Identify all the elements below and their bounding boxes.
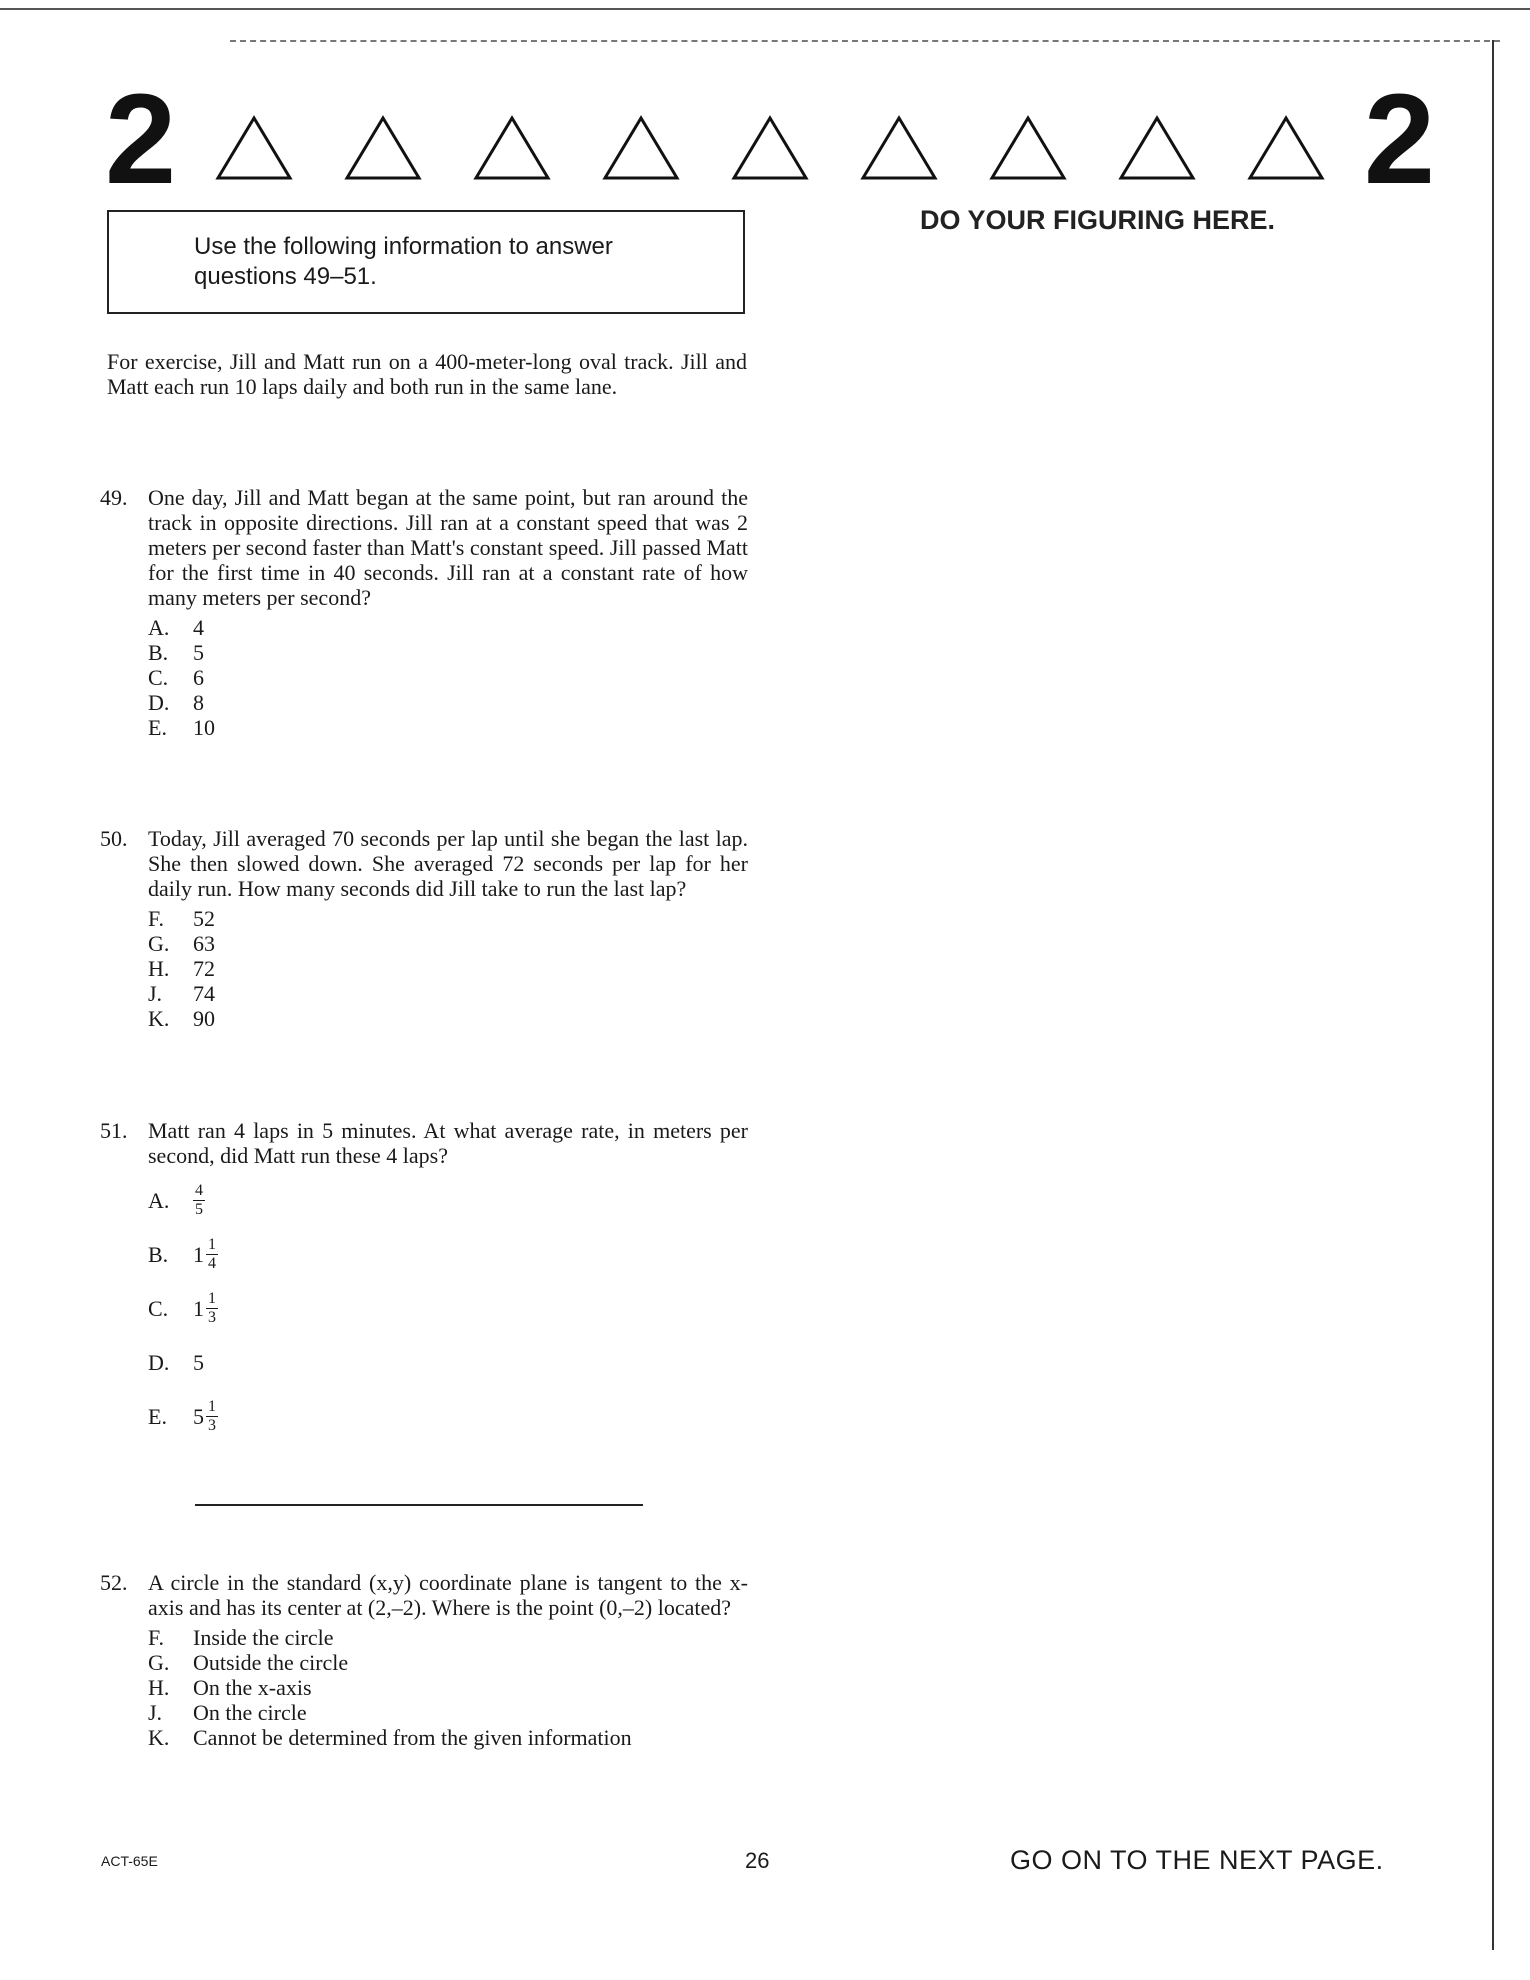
scan-line-top — [230, 40, 1500, 42]
choice-letter: E. — [148, 715, 167, 740]
fraction — [206, 1291, 218, 1326]
triangle-icon — [344, 115, 422, 181]
fraction — [206, 1237, 218, 1272]
fraction — [206, 1399, 218, 1434]
answer-choice[interactable] — [148, 906, 748, 931]
answer-choice[interactable] — [148, 1650, 748, 1675]
info-box-text: Use the following information to answer questions 49–51. — [194, 233, 613, 290]
choice-letter: F. — [148, 906, 164, 931]
choice-text: 52 — [193, 906, 215, 931]
fraction-denominator: 4 — [208, 1254, 216, 1272]
choice-letter: B. — [148, 640, 169, 665]
choice-letter: J. — [148, 1700, 163, 1725]
triangle-icon — [731, 115, 809, 181]
choice-text: On the x-axis — [193, 1675, 312, 1700]
question-number: 52. — [100, 1570, 128, 1595]
answer-choice[interactable] — [148, 690, 748, 715]
choice-letter: K. — [148, 1725, 170, 1750]
fraction — [193, 1183, 205, 1218]
answer-choice[interactable] — [148, 615, 748, 640]
choice-text: 72 — [193, 956, 215, 981]
answer-choice[interactable] — [148, 1281, 748, 1335]
whole-number: 5 — [193, 1403, 204, 1429]
answer-choice[interactable] — [148, 640, 748, 665]
form-code: ACT-65E — [101, 1853, 158, 1869]
choice-letter: G. — [148, 931, 170, 956]
section-divider — [195, 1504, 643, 1506]
answer-choices — [148, 906, 748, 1031]
fraction-denominator: 3 — [208, 1308, 216, 1326]
page-edge-top — [0, 8, 1530, 10]
choice-letter: D. — [148, 690, 170, 715]
choice-letter: B. — [148, 1241, 169, 1267]
choice-letter: H. — [148, 956, 170, 981]
question-49 — [100, 485, 748, 740]
page-number: 26 — [745, 1848, 770, 1873]
answer-choice[interactable] — [148, 1625, 748, 1650]
question-stem: Today, Jill averaged 70 seconds per lap until she began the last lap. She then slowed down. She averaged 72 seconds per lap for her daily run. How many seconds did Jill take to run the last lap? — [148, 826, 748, 901]
question-51 — [100, 1118, 748, 1443]
answer-choice[interactable] — [148, 1675, 748, 1700]
triangle-icon — [1247, 115, 1325, 181]
triangle-icon — [602, 115, 680, 181]
fraction-numerator: 1 — [208, 1289, 216, 1307]
choice-letter: H. — [148, 1675, 170, 1700]
question-stem: Matt ran 4 laps in 5 minutes. At what average rate, in meters per second, did Matt run these 4 laps? — [148, 1118, 748, 1168]
figuring-label: DO YOUR FIGURING HERE. — [920, 205, 1276, 235]
passage: For exercise, Jill and Matt run on a 400-meter-long oval track. Jill and Matt each run 10 laps daily and both run in the same lane. — [107, 349, 747, 399]
answer-choice[interactable] — [148, 1335, 748, 1389]
answer-choice[interactable] — [148, 1389, 748, 1443]
choice-letter: C. — [148, 665, 169, 690]
answer-choices — [148, 1625, 748, 1750]
choice-letter: G. — [148, 1650, 170, 1675]
choice-text: Inside the circle — [193, 1625, 334, 1650]
answer-choice[interactable] — [148, 1173, 748, 1227]
section-number-right: 2 — [1363, 68, 1435, 211]
choice-text: 4 — [193, 615, 204, 640]
choice-letter: C. — [148, 1295, 169, 1321]
choice-text: 10 — [193, 715, 215, 740]
answer-choice[interactable] — [148, 1725, 748, 1750]
triangle-icon — [989, 115, 1067, 181]
choice-text: 63 — [193, 931, 215, 956]
info-box — [107, 210, 745, 314]
answer-choice[interactable] — [148, 956, 748, 981]
choice-text: Outside the circle — [193, 1650, 349, 1675]
choice-text: 90 — [193, 1006, 215, 1031]
whole-number: 1 — [193, 1241, 204, 1267]
choice-letter: J. — [148, 981, 163, 1006]
question-50 — [100, 826, 748, 1031]
choice-letter: E. — [148, 1403, 167, 1429]
choice-text: 8 — [193, 690, 204, 715]
answer-choice[interactable] — [148, 1006, 748, 1031]
answer-choices — [148, 1173, 748, 1443]
choice-letter: D. — [148, 1349, 170, 1375]
fraction-denominator: 3 — [208, 1416, 216, 1434]
answer-choice[interactable] — [148, 715, 748, 740]
choice-text: On the circle — [193, 1700, 307, 1725]
fraction-numerator: 1 — [208, 1397, 216, 1415]
question-52 — [100, 1570, 748, 1750]
next-page-notice: GO ON TO THE NEXT PAGE. — [1010, 1845, 1384, 1875]
answer-choice[interactable] — [148, 665, 748, 690]
choice-letter: A. — [148, 615, 170, 640]
triangle-icon — [215, 115, 293, 181]
choice-letter: K. — [148, 1006, 170, 1031]
whole-number: 1 — [193, 1295, 204, 1321]
answer-choice[interactable] — [148, 981, 748, 1006]
fraction-numerator: 1 — [208, 1235, 216, 1253]
section-header — [105, 68, 1435, 211]
whole-number: 5 — [193, 1349, 204, 1375]
question-stem: One day, Jill and Matt began at the same point, but ran around the track in opposite directions. Jill ran at a constant speed that was 2 meters per second faster than Matt's constant speed. Jill passed Matt for the first time in 40 seconds. Jill ran at a constant rate of how many meters per second? — [148, 485, 748, 610]
page-edge-right — [1492, 40, 1494, 1950]
triangle-icon — [473, 115, 551, 181]
triangle-icon — [860, 115, 938, 181]
triangle-row — [215, 113, 1325, 183]
choice-text: Cannot be determined from the given information — [193, 1725, 632, 1750]
answer-choice[interactable] — [148, 1227, 748, 1281]
fraction-denominator: 5 — [195, 1200, 203, 1218]
section-number-left: 2 — [105, 68, 177, 211]
question-stem: A circle in the standard (x,y) coordinate plane is tangent to the x-axis and has its center at (2,–2). Where is the point (0,–2) located? — [148, 1570, 748, 1620]
answer-choices — [148, 615, 748, 740]
choice-letter: F. — [148, 1625, 164, 1650]
answer-choice[interactable] — [148, 931, 748, 956]
triangle-icon — [1118, 115, 1196, 181]
question-number: 49. — [100, 485, 128, 510]
choice-text: 5 — [193, 640, 204, 665]
choice-text: 6 — [193, 665, 204, 690]
answer-choice[interactable] — [148, 1700, 748, 1725]
choice-letter: A. — [148, 1187, 170, 1213]
choice-text: 74 — [193, 981, 215, 1006]
fraction-numerator: 4 — [195, 1181, 203, 1199]
question-number: 51. — [100, 1118, 128, 1143]
question-number: 50. — [100, 826, 128, 851]
